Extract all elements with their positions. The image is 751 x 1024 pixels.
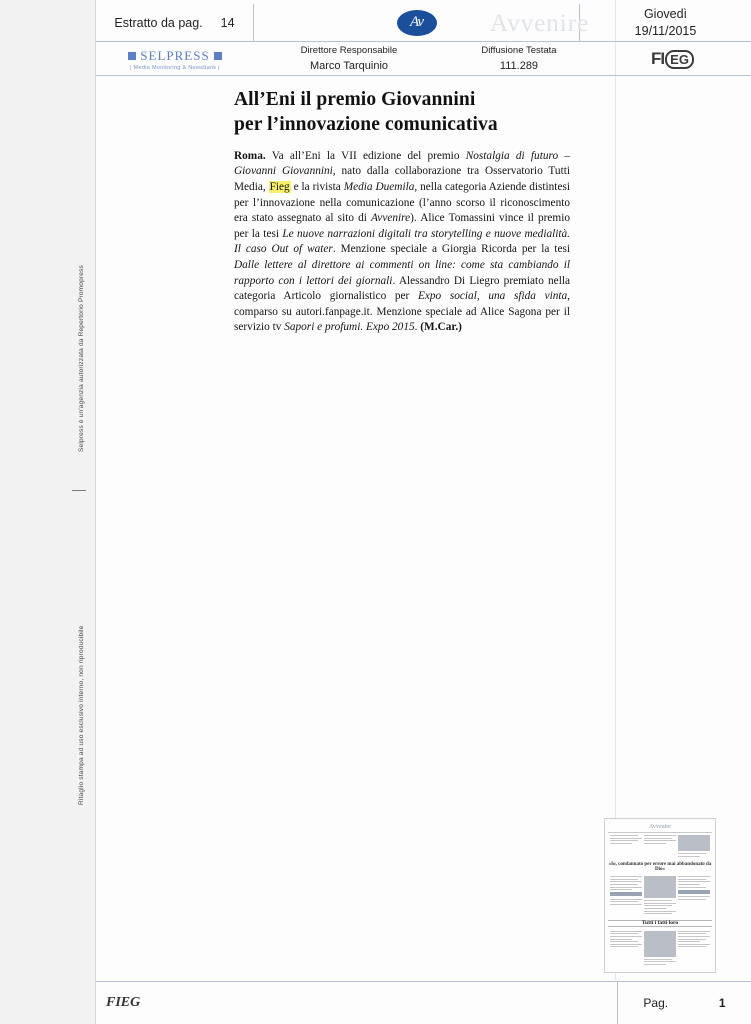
thumbnail-masthead: Avvenire: [608, 822, 712, 833]
left-margin-strip: [0, 0, 96, 1024]
article-text-segment-16: .: [414, 321, 421, 334]
selpress-tagline: | Media Monitoring & Newsbank |: [130, 64, 220, 71]
article-title-line-2: per l’innovazione comunicativa: [234, 113, 498, 135]
footer-page-number: 1: [718, 996, 726, 1010]
diffusion-block: [444, 44, 594, 75]
thumbnail-banner: Tutti i fatti loro: [608, 920, 712, 927]
article-text-segment-15: Sapori e profumi. Expo 2015: [284, 321, 415, 334]
article-text-segment-17: (M.Car.): [420, 321, 462, 334]
fieg-logo-area: [594, 49, 751, 69]
fieg-logo-icon: [651, 49, 694, 69]
article-text-segment-0: Va all’Eni la VII edizione del premio: [271, 149, 466, 162]
article-dateline: Roma.: [234, 149, 266, 162]
article-paragraph: [234, 150, 570, 333]
publication-logo-area: [254, 4, 590, 41]
selpress-logo: [96, 48, 254, 71]
diffusion-label: Diffusione Testata: [481, 44, 557, 56]
selpress-name: SELPRESS: [140, 47, 210, 63]
footer-brand: FIEG: [106, 995, 141, 1010]
director-block: [254, 44, 444, 75]
article-text-segment-4: e la rivista: [290, 181, 344, 194]
avvenire-logo-icon: Av: [397, 10, 437, 36]
article-text-segment-9: Le nuove narrazioni digitali tra storytelling e nuove medialità. Il caso Out of water: [234, 227, 570, 256]
extract-label: Estratto da pag.: [114, 15, 203, 30]
footer-page-block: [617, 982, 751, 1024]
weekday-label: Giovedì: [643, 6, 688, 21]
highlighted-keyword: Fieg: [269, 181, 290, 194]
document-footer: [96, 981, 751, 1024]
newspaper-page-thumbnail: [604, 818, 716, 973]
article-text-segment-13: Expo social, una sfida vinta: [417, 290, 568, 303]
diffusion-value: 111.289: [499, 59, 539, 72]
article-text-segment-8: ). Alice Tomassini vince il premio per la tesi: [234, 212, 570, 240]
fieg-logo-box-text: EG: [665, 50, 694, 69]
publication-date-block: [579, 4, 751, 41]
margin-note-copyright: Ritaglio stampa ad uso esclusivo interno, non riproducibile: [78, 625, 85, 805]
masthead-ghost-text: Avvenire: [490, 10, 590, 37]
article-text-segment-5: Media Duemila: [343, 181, 415, 194]
article-text-segment-11: Dalle lettere al direttore ai commenti on line: come sta cambiando il rapporto con i lettori dei giornali: [234, 258, 570, 287]
article-text-segment-10: . Menzione speciale a Giorgia Ricorda per la tesi: [332, 243, 570, 256]
article-text-segment-7: Avvenire: [371, 212, 411, 225]
article-text: [234, 149, 570, 336]
article-title-line-1: All’Eni il premio Giovannini: [234, 89, 476, 110]
margin-divider: [72, 490, 86, 491]
article-title: [234, 88, 570, 138]
article-text-segment-14: , comparso su autori.fanpage.it. Menzione speciale ad Alice Sagona per il servizio tv: [234, 290, 570, 334]
document-header: [96, 4, 751, 42]
selpress-square-left-icon: [128, 52, 136, 60]
director-name: Marco Tarquinio: [309, 59, 389, 72]
extract-page-number: 14: [220, 15, 235, 30]
thumbnail-headline: «Io, condannato per errore mai abbandonato da Dio»: [608, 862, 712, 873]
article-text-segment-2: , nato dalla collaborazione tra Osservatorio Tutti Media,: [234, 165, 570, 194]
date-label: 19/11/2015: [634, 23, 697, 38]
article-text-segment-12: . Alessandro Di Liegro premiato nella categoria Articolo giornalistico per: [234, 274, 570, 303]
selpress-square-right-icon: [214, 52, 222, 60]
article-text-segment-1: Nostalgia di futuro – Giovanni Giovannini: [234, 149, 570, 178]
footer-page-label: Pag.: [643, 996, 669, 1010]
margin-note-agency: Selpress è un'agenzia autorizzata da Repertorio Promopress: [78, 265, 85, 452]
document-subheader: [96, 43, 751, 76]
article-text-segment-6: , nella categoria Aziende distintesi per l’innovazione nella comunicazione (l’anno scorso il riconoscimento era stato assegnato al sito di: [234, 181, 570, 225]
extract-info: [96, 4, 254, 41]
article-body-container: [234, 88, 570, 336]
fieg-logo-text: FI: [651, 49, 665, 68]
director-label: Direttore Responsabile: [300, 44, 398, 56]
